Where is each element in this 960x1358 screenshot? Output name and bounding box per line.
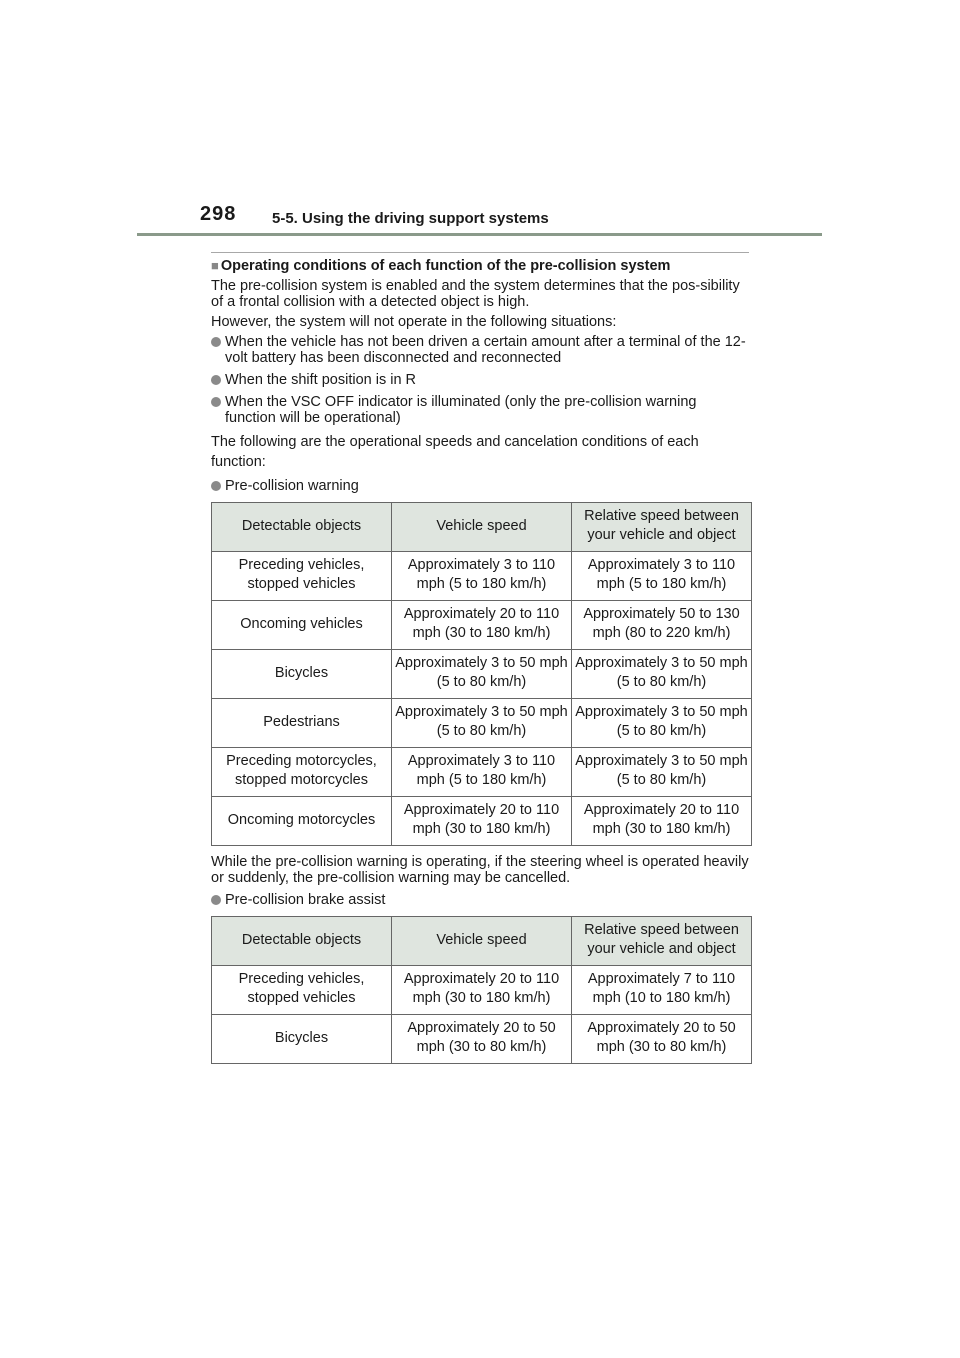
section-heading: ■ Operating conditions of each function of the pre-collision system bbox=[211, 258, 671, 274]
table-cell: Approximately 20 to 110 mph (30 to 180 km/h) bbox=[392, 601, 572, 650]
circle-bullet-icon bbox=[211, 375, 221, 385]
however-paragraph: However, the system will not operate in the following situations: bbox=[211, 314, 617, 330]
section-divider bbox=[211, 252, 749, 253]
header-divider bbox=[137, 233, 822, 236]
table-row bbox=[212, 797, 752, 846]
table-cell: Approximately 3 to 50 mph (5 to 80 km/h) bbox=[572, 699, 752, 748]
table-cell: Approximately 20 to 50 mph (30 to 80 km/h) bbox=[392, 1015, 572, 1064]
brake-assist-label: Pre-collision brake assist bbox=[211, 892, 751, 908]
table-cell: Approximately 3 to 110 mph (5 to 180 km/h) bbox=[392, 552, 572, 601]
circle-bullet-icon bbox=[211, 895, 221, 905]
circle-bullet-icon bbox=[211, 397, 221, 407]
table-cell: Preceding vehicles, stopped vehicles bbox=[212, 966, 392, 1015]
table-row bbox=[212, 552, 752, 601]
table-cell: Oncoming vehicles bbox=[212, 601, 392, 650]
table-header-row bbox=[212, 917, 752, 966]
table-cell: Approximately 20 to 110 mph (30 to 180 km/h) bbox=[392, 966, 572, 1015]
table-cell: Approximately 20 to 110 mph (30 to 180 km/h) bbox=[572, 797, 752, 846]
table-row bbox=[212, 748, 752, 797]
column-header: Relative speed between your vehicle and object bbox=[572, 917, 752, 966]
table-cell: Approximately 20 to 50 mph (30 to 80 km/h) bbox=[572, 1015, 752, 1064]
table-row bbox=[212, 1015, 752, 1064]
table-cell: Oncoming motorcycles bbox=[212, 797, 392, 846]
warning-note: While the pre-collision warning is operating, if the steering wheel is operated heavily or suddenly, the pre-collision warning may be cancelled. bbox=[211, 854, 749, 886]
column-header: Vehicle speed bbox=[392, 917, 572, 966]
warning-table bbox=[211, 502, 752, 846]
brake-assist-table bbox=[211, 916, 752, 1064]
table-cell: Approximately 3 to 50 mph (5 to 80 km/h) bbox=[572, 650, 752, 699]
table-row bbox=[212, 699, 752, 748]
table-cell: Preceding motorcycles, stopped motorcycles bbox=[212, 748, 392, 797]
square-bullet-icon: ■ bbox=[211, 258, 219, 273]
circle-bullet-icon bbox=[211, 337, 221, 347]
table-cell: Approximately 3 to 110 mph (5 to 180 km/h) bbox=[392, 748, 572, 797]
table-cell: Approximately 3 to 50 mph (5 to 80 km/h) bbox=[392, 650, 572, 699]
column-header: Detectable objects bbox=[212, 503, 392, 552]
page-header bbox=[200, 200, 760, 232]
table-cell: Bicycles bbox=[212, 1015, 392, 1064]
table-row bbox=[212, 650, 752, 699]
table-cell: Approximately 3 to 50 mph (5 to 80 km/h) bbox=[572, 748, 752, 797]
table-row bbox=[212, 966, 752, 1015]
page-number: 298 bbox=[200, 203, 237, 225]
table-cell: Approximately 20 to 110 mph (30 to 180 km/h) bbox=[392, 797, 572, 846]
following-paragraph: The following are the operational speeds and cancelation conditions of each function: bbox=[211, 434, 699, 470]
table-cell: Pedestrians bbox=[212, 699, 392, 748]
table-row bbox=[212, 601, 752, 650]
section-title: 5-5. Using the driving support systems bbox=[272, 210, 549, 227]
condition-item: When the vehicle has not been driven a certain amount after a terminal of the 12-volt battery has been disconnected and reconnected bbox=[211, 334, 751, 366]
table-cell: Preceding vehicles, stopped vehicles bbox=[212, 552, 392, 601]
table-cell: Approximately 3 to 50 mph (5 to 80 km/h) bbox=[392, 699, 572, 748]
column-header: Relative speed between your vehicle and object bbox=[572, 503, 752, 552]
circle-bullet-icon bbox=[211, 481, 221, 491]
table-header-row bbox=[212, 503, 752, 552]
table-cell: Bicycles bbox=[212, 650, 392, 699]
table-cell: Approximately 7 to 110 mph (10 to 180 km/h) bbox=[572, 966, 752, 1015]
column-header: Detectable objects bbox=[212, 917, 392, 966]
intro-paragraph: The pre-collision system is enabled and the system determines that the pos-sibility of a frontal collision with a detected object is high. bbox=[211, 278, 740, 310]
table-cell: Approximately 3 to 110 mph (5 to 180 km/h) bbox=[572, 552, 752, 601]
warning-label: Pre-collision warning bbox=[211, 478, 751, 494]
table-cell: Approximately 50 to 130 mph (80 to 220 km/h) bbox=[572, 601, 752, 650]
condition-item: When the shift position is in R bbox=[211, 372, 751, 388]
column-header: Vehicle speed bbox=[392, 503, 572, 552]
condition-item: When the VSC OFF indicator is illuminated (only the pre-collision warning function will be operational) bbox=[211, 394, 751, 426]
page-content bbox=[211, 258, 751, 1072]
